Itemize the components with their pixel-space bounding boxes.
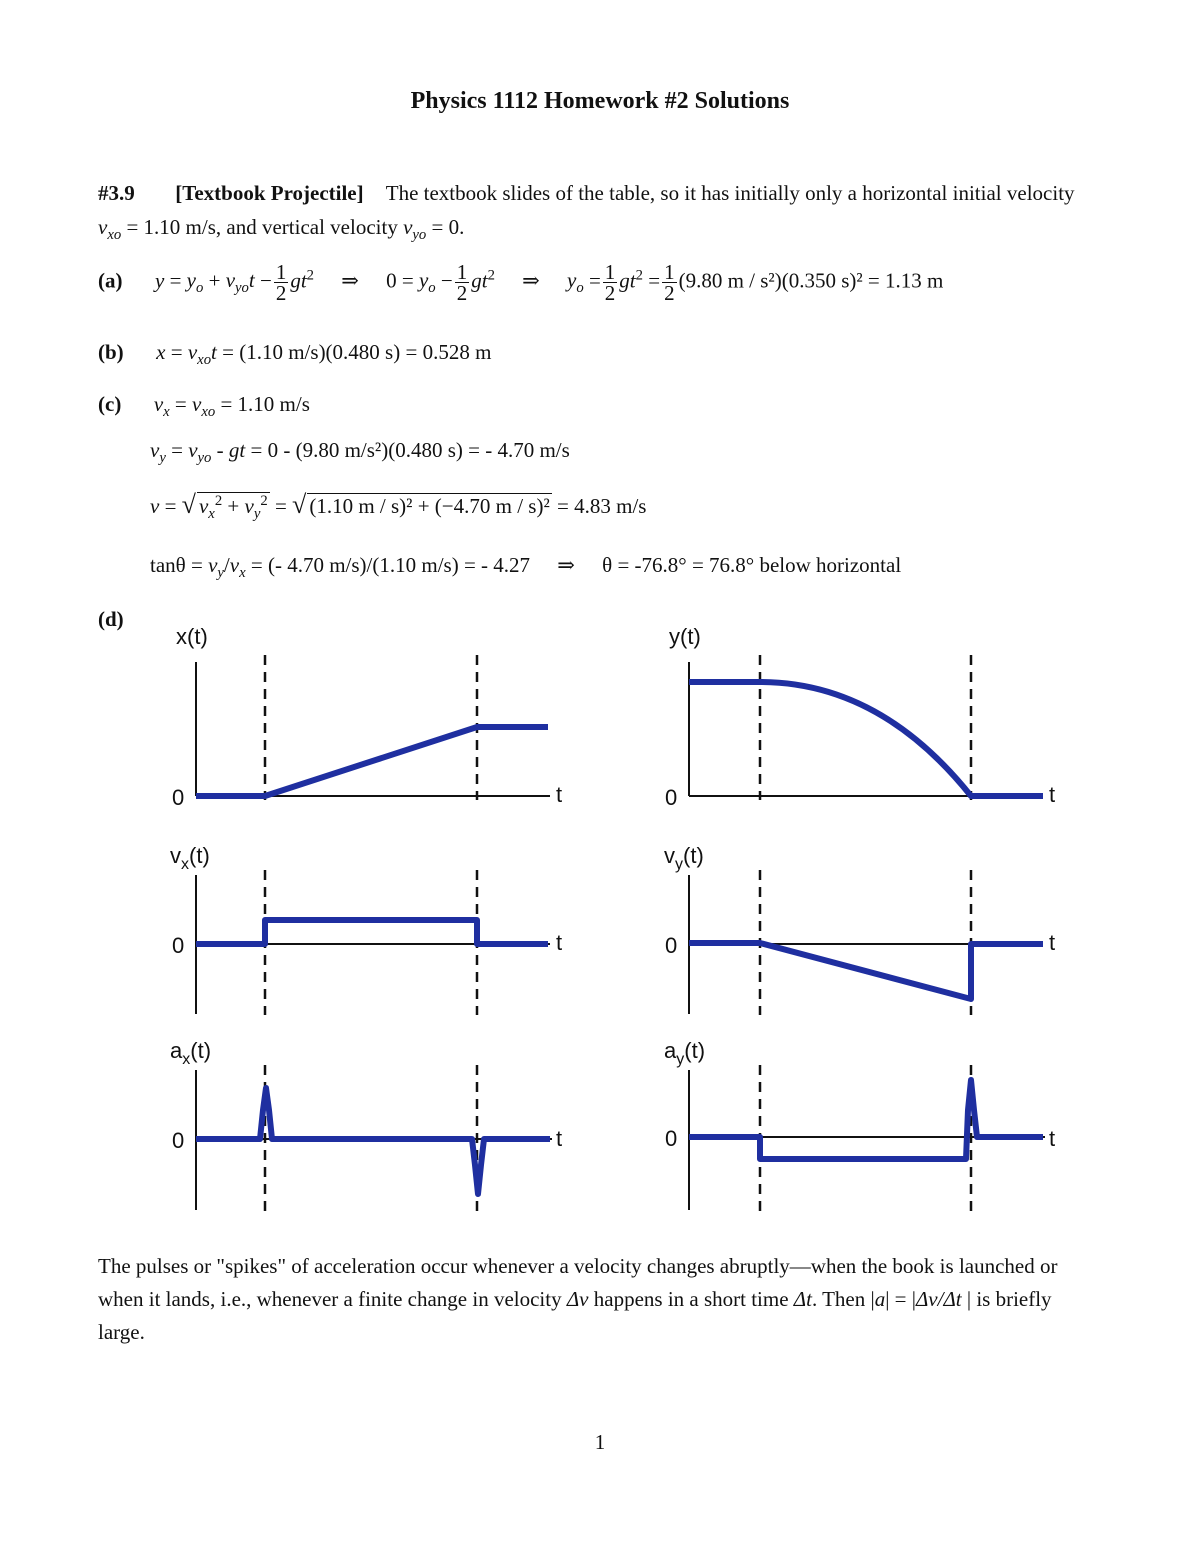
part-c-line3-result: = 4.83 m/s [557,494,647,518]
vyo-symbol: v [403,215,413,239]
delta-v: Δv [566,1287,589,1311]
panel-ay-zero: 0 [665,1126,678,1151]
part-c-line3-inner: (1.10 m / s)² + (−4.70 m / s)² [309,494,550,518]
vxo-symbol: v [98,215,108,239]
frac-den: 2 [604,281,616,305]
part-c-line4-value: = (- 4.70 m/s)/(1.10 m/s) = - 4.27 [250,553,531,577]
part-c-line1: (c) $v_x = v_{xo} = 1.10$ m/s [98,392,310,421]
intro-text-1: The textbook slides of the table, so it has initially only a horizontal initial velocity [385,181,1075,205]
intro-text-2: = 1.10 m/s, and vertical velocity [121,215,404,239]
panel-y-zero: 0 [665,785,678,810]
page-number: 1 [594,1430,606,1454]
part-a-numeric: (9.80 m / s²)(0.350 s)² [678,268,863,293]
part-a: (a) $y = y_o + v_{yo}t$ − $\frac{1}{2}$ $gt^2$ ⇒ $0 = y_o$ − $\frac{1}{2}$ $gt^2$ ⇒ $y_o$ = $\frac{1}{2}$ $gt^2$ = $\frac{1}{2}$ (9.80 m / s²)(0.350 s)² = 1.13 m [98,260,944,305]
panel-ax-ylabel: $a_x(t)$ [170,1038,212,1068]
panel-x [172,624,562,810]
part-b-label: (b) [98,340,124,364]
delta-t: Δt [793,1287,812,1311]
panel-ax-t: t [556,1126,563,1151]
panel-x-ylabel: x(t) [176,624,208,649]
caption-paragraph: The pulses or "spikes" of acceleration occur whenever a velocity changes abruptly—when the book is launched or when it lands, i.e., whenever a finite change in velocity Δv happens in a short time Δt. Then |a| = |Δv/Δt | is briefly large. [98,1254,1058,1344]
vxo-sub: xo [107,227,122,244]
page-title: Physics 1112 Homework #2 Solutions [410,88,790,114]
panel-vy [664,843,1055,1015]
panel-ay-curve [689,1080,1043,1159]
frac-den: 2 [275,281,287,305]
panel-ay-t: t [1049,1126,1056,1151]
panel-ax [170,1038,562,1212]
graphs-figure [0,600,1200,1230]
panel-vx-t: t [556,930,563,955]
problem-number: #3.9 [98,181,135,205]
problem-topic: [Textbook Projectile] [175,181,364,205]
vyo-sub: yo [412,227,427,244]
part-c-line2: $v_y = v_{yo}$ - gt = 0 - (9.80 m/s²)(0.480 s) = - 4.70 m/s [150,438,570,467]
part-a-result: = 1.13 m [867,268,944,293]
panel-x-zero: 0 [172,785,185,810]
panel-y-curve [689,682,1043,796]
part-c-line1-value: = 1.10 m/s [220,392,310,416]
frac-den: 2 [664,281,675,305]
part-d-label: (d) [98,607,124,631]
part-b: (b) $x = v_{xo}t = (1.10$ m/s)(0.480 s) = 0.528 m [98,340,492,369]
panel-y [665,624,1055,810]
panel-vy-t: t [1049,930,1056,955]
panel-y-ylabel: y(t) [669,624,701,649]
panel-vx-zero: 0 [172,933,185,958]
panel-y-t: t [1049,782,1056,807]
intro-text-3: = 0. [426,215,465,239]
panel-vx-ylabel: $v_x(t)$ [170,843,210,873]
panel-vy-ylabel: $v_y(t)$ [664,843,704,873]
frac-num: 1 [275,260,287,284]
part-c-line4: $\tan\theta = v_y/v_x$ = (- 4.70 m/s)/(1.10 m/s) = - 4.27 ⇒ θ = -76.8° = 76.8° below horizontal [150,553,902,582]
part-c-line2-value: = 0 - (9.80 m/s²)(0.480 s) = - 4.70 m/s [250,438,570,462]
frac-num: 1 [456,260,468,284]
panel-vx [170,843,562,1015]
panel-x-t: t [556,782,563,807]
part-a-label: (a) [98,268,123,293]
panel-ax-curve [196,1088,550,1194]
panel-ax-zero: 0 [172,1128,185,1153]
panel-vx-curve [196,920,548,944]
part-c-label: (c) [98,392,122,416]
panel-vy-curve [689,943,1043,999]
panel-vy-zero: 0 [665,933,678,958]
part-c-line4-result: θ = -76.8° = 76.8° below horizontal [602,553,902,577]
part-c-line3: v = √ $v_x^2 + v_y^2$ = √ (1.10 m / s)² + (−4.70 m / s)² = 4.83 m/s [150,490,647,523]
problem-intro [98,176,1098,252]
frac-den: 2 [456,281,468,305]
frac-num: 1 [664,260,675,284]
frac-num: 1 [604,260,616,284]
panel-ay-ylabel: $a_y(t)$ [664,1038,706,1068]
panel-x-curve [196,727,548,796]
part-b-equation: = (1.10 m/s)(0.480 s) = 0.528 m [222,340,492,364]
panel-ay [664,1038,1055,1212]
